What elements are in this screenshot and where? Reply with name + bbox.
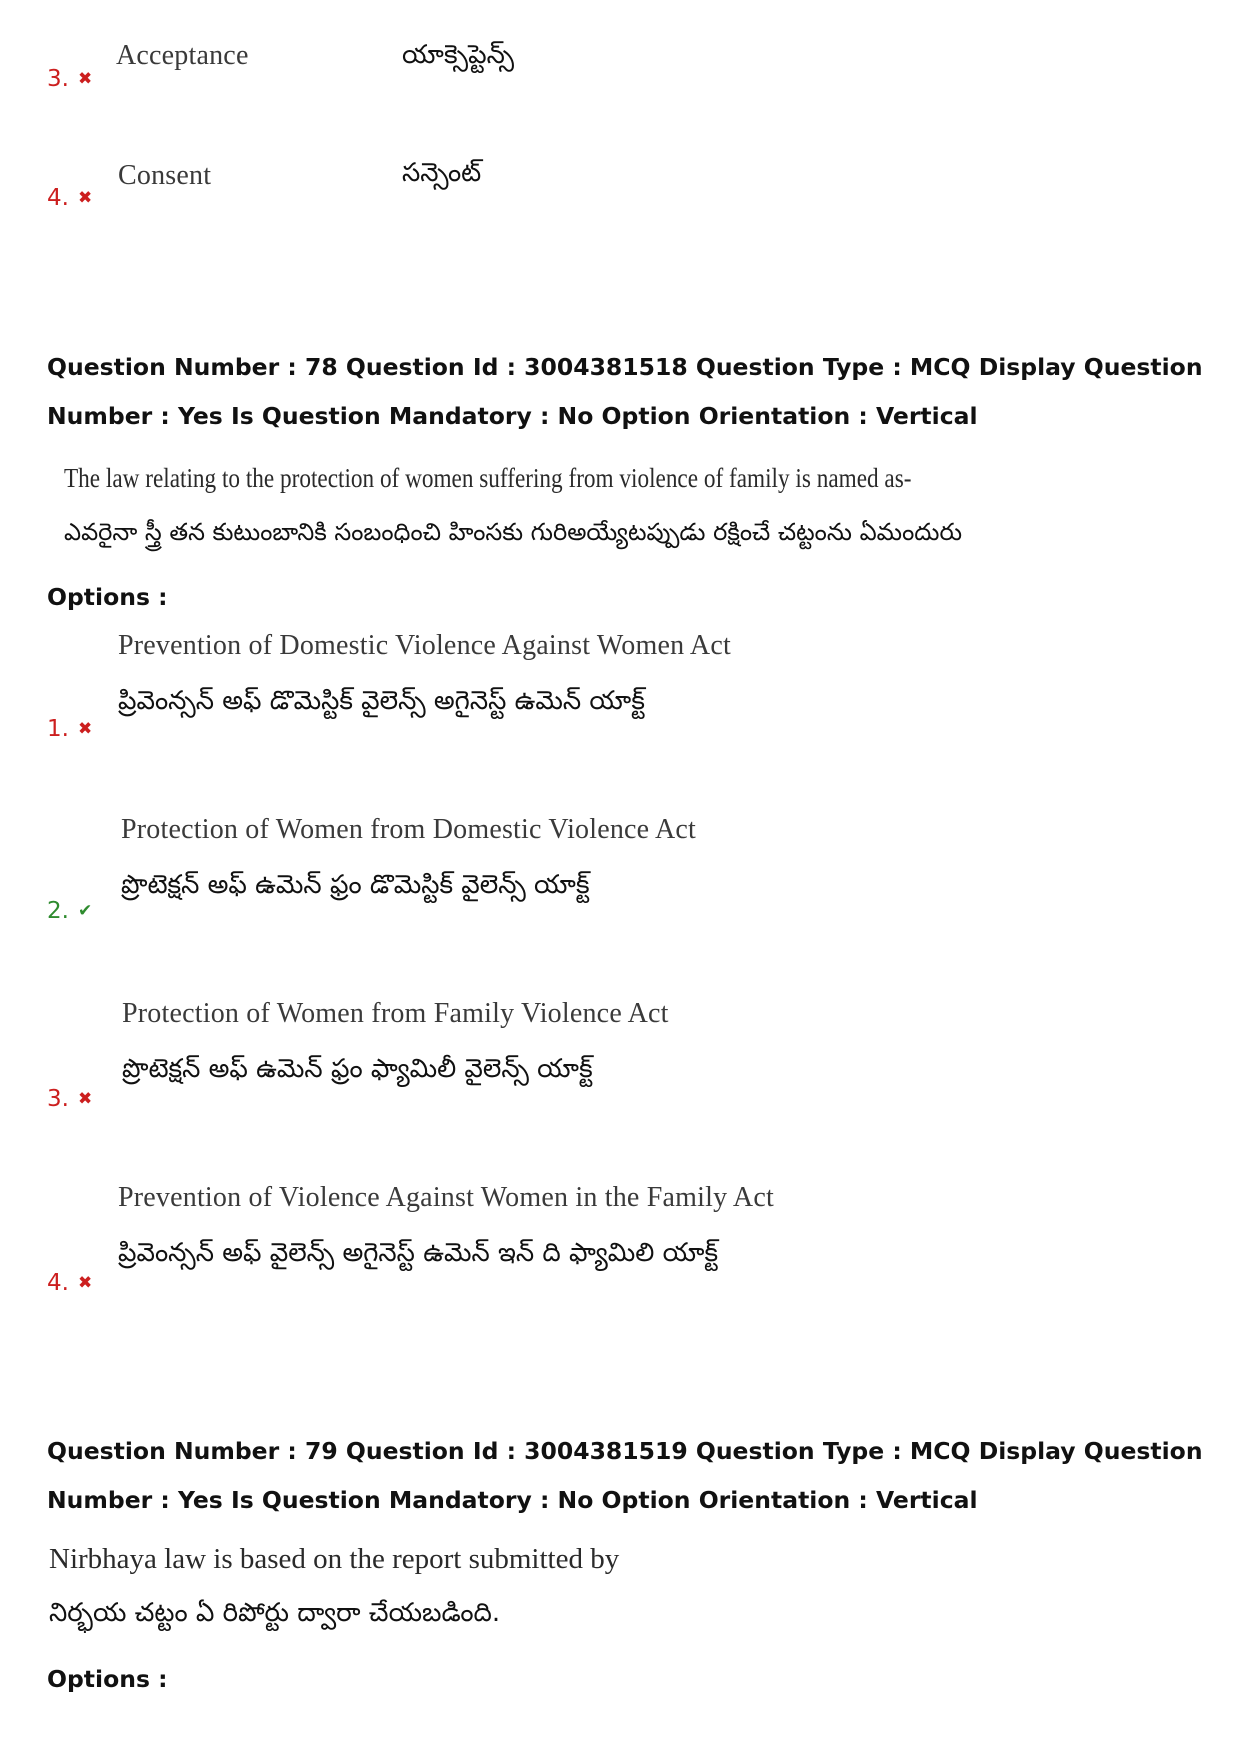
q79-header-line2: Number : Yes Is Question Mandatory : No Option Orientation : Vertical bbox=[47, 1486, 978, 1514]
q78-header-line1: Question Number : 78 Question Id : 3004381518 Question Type : MCQ Display Question bbox=[47, 353, 1203, 381]
q78-text-telugu: ఎవరైనా స్త్రీ తన కుటుంబానికి సంబంధించి హింసకు గురిఅయ్యేటప్పుడు రక్షించే చట్టంను ఏమందురు bbox=[64, 518, 963, 546]
q78-text-english: The law relating to the protection of women suffering from violence of family is named as- bbox=[64, 463, 912, 493]
prev-option-3-number: 3. ✖ bbox=[47, 66, 93, 92]
q78-option-2-english: Protection of Women from Domestic Violence Act bbox=[121, 814, 696, 845]
q78-options-label: Options : bbox=[47, 583, 168, 611]
prev-option-4-number: 4. ✖ bbox=[47, 185, 93, 211]
q78-option-4-number: 4. ✖ bbox=[47, 1270, 93, 1296]
q78-option-1-english: Prevention of Domestic Violence Against Women Act bbox=[118, 630, 731, 661]
cross-icon: ✖ bbox=[77, 188, 93, 208]
q78-header-line2: Number : Yes Is Question Mandatory : No Option Orientation : Vertical bbox=[47, 402, 978, 430]
q79-header-line1: Question Number : 79 Question Id : 3004381519 Question Type : MCQ Display Question bbox=[47, 1437, 1203, 1465]
q78-option-1-number: 1. ✖ bbox=[47, 716, 93, 742]
q78-option-4-telugu: ప్రివెంన్సన్ అఫ్ వైలెన్స్ అగైనెస్ట్ ఉమెన్ ఇన్ ది ఫ్యామిలి యాక్ట్ bbox=[118, 1238, 719, 1268]
q78-option-1-telugu: ప్రివెంన్సన్ అఫ్ డొమెస్టిక్ వైలెన్స్ అగైనెస్ట్ ఉమెన్ యాక్ట్ bbox=[118, 686, 645, 716]
cross-icon: ✖ bbox=[77, 1089, 93, 1109]
prev-option-3-telugu: యాక్సెప్టెన్స్ bbox=[402, 40, 515, 70]
cross-icon: ✖ bbox=[77, 69, 93, 89]
q79-text-telugu: నిర్భయ చట్టం ఏ రిపోర్టు ద్వారా చేయబడింది. bbox=[49, 1598, 501, 1628]
prev-option-4-english: Consent bbox=[118, 160, 212, 191]
q78-option-2-number: 2. ✔ bbox=[47, 898, 93, 924]
q78-option-3-number: 3. ✖ bbox=[47, 1086, 93, 1112]
check-icon: ✔ bbox=[77, 901, 93, 921]
prev-option-3-english: Acceptance bbox=[116, 40, 249, 71]
q78-option-2-telugu: ప్రొటెక్షన్ అఫ్ ఉమెన్ ఫ్రం డొమెస్టిక్ వైలెన్స్ యాక్ట్ bbox=[121, 870, 590, 900]
prev-option-4-telugu: సన్సెంట్ bbox=[402, 158, 482, 188]
q79-options-label: Options : bbox=[47, 1665, 168, 1693]
cross-icon: ✖ bbox=[77, 719, 93, 739]
q78-option-3-telugu: ప్రొటెక్షన్ అఫ్ ఉమెన్ ఫ్రం ఫ్యామిలీ వైలెన్స్ యాక్ట్ bbox=[122, 1054, 593, 1084]
q78-option-3-english: Protection of Women from Family Violence Act bbox=[122, 998, 669, 1029]
q79-text-english: Nirbhaya law is based on the report submitted by bbox=[49, 1543, 620, 1575]
cross-icon: ✖ bbox=[77, 1273, 93, 1293]
q78-option-4-english: Prevention of Violence Against Women in the Family Act bbox=[118, 1182, 774, 1213]
